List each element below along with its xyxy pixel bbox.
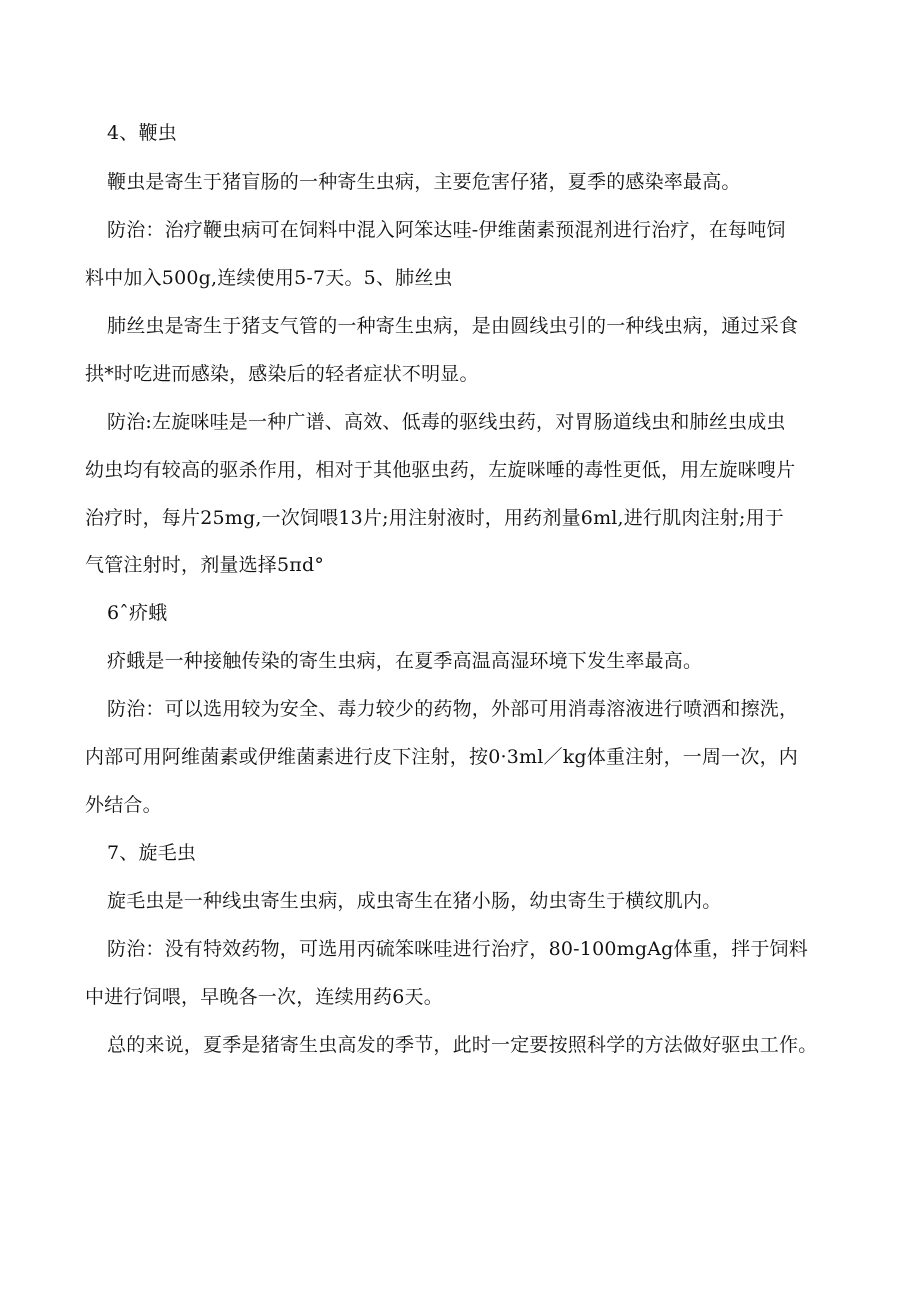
paragraph-mange-treatment-line-3: 外结合。 [85, 794, 162, 816]
paragraph-mange-treatment-line-2: 内部可用阿维菌素或伊维菌素进行皮下注射，按0·3ml／kg体重注射，一周一次，内 [85, 746, 798, 768]
paragraph-lungworm-intro-line-1: 肺丝虫是寄生于猪支气管的一种寄生虫病，是由圆线虫引的一种线虫病，通过采食 [107, 315, 799, 337]
paragraph-whipworm-intro: 鞭虫是寄生于猪盲肠的一种寄生虫病，主要危害仔猪，夏季的感染率最高。 [107, 171, 741, 193]
paragraph-conclusion: 总的来说，夏季是猪寄生虫高发的季节，此时一定要按照科学的方法做好驱虫工作。 [107, 1034, 818, 1056]
paragraph-lungworm-treatment-line-1: 防治:左旋咪哇是一种广谱、高效、低毒的驱线虫药，对胃肠道线虫和肺丝虫成虫 [107, 411, 786, 433]
heading-whipworm: 4、鞭虫 [107, 122, 177, 144]
heading-trichinella: 7、旋毛虫 [107, 842, 197, 864]
paragraph-lungworm-intro-line-2: 拱*时吃进而感染，感染后的轻者症状不明显。 [85, 363, 479, 385]
paragraph-whipworm-treatment-line-1: 防治：治疗鞭虫病可在饲料中混入阿笨达哇-伊维菌素预混剂进行治疗，在每吨饲 [107, 219, 786, 241]
paragraph-mange-intro: 疥蛾是一种接触传染的寄生虫病，在夏季高温高湿环境下发生率最高。 [107, 650, 703, 672]
paragraph-lungworm-treatment-line-4: 气管注射时，剂量选择5πd° [85, 554, 325, 576]
paragraph-mange-treatment-line-1: 防治：可以选用较为安全、毒力较少的药物，外部可用消毒溶液进行喷洒和擦洗， [107, 698, 799, 720]
heading-mange: 6ˆ疥蛾 [107, 602, 168, 624]
paragraph-whipworm-treatment-line-2: 料中加入500g,连续使用5-7天。5、肺丝虫 [85, 267, 453, 289]
paragraph-trichinella-treatment-line-2: 中进行饲喂，早晚各一次，连续用药6天。 [85, 986, 443, 1008]
paragraph-trichinella-intro: 旋毛虫是一种线虫寄生虫病，成虫寄生在猪小肠，幼虫寄生于横纹肌内。 [107, 890, 722, 912]
paragraph-trichinella-treatment-line-1: 防治：没有特效药物，可选用丙硫笨咪哇进行治疗，80-100mgAg体重，拌于饲料 [107, 938, 808, 960]
paragraph-lungworm-treatment-line-2: 幼虫均有较高的驱杀作用，相对于其他驱虫药，左旋咪唾的毒性更低，用左旋咪嗖片 [85, 459, 796, 481]
paragraph-lungworm-treatment-line-3: 治疗时，每片25mg,一次饲喂13片;用注射液时，用药剂量6ml,进行肌肉注射;用于 [85, 507, 784, 529]
